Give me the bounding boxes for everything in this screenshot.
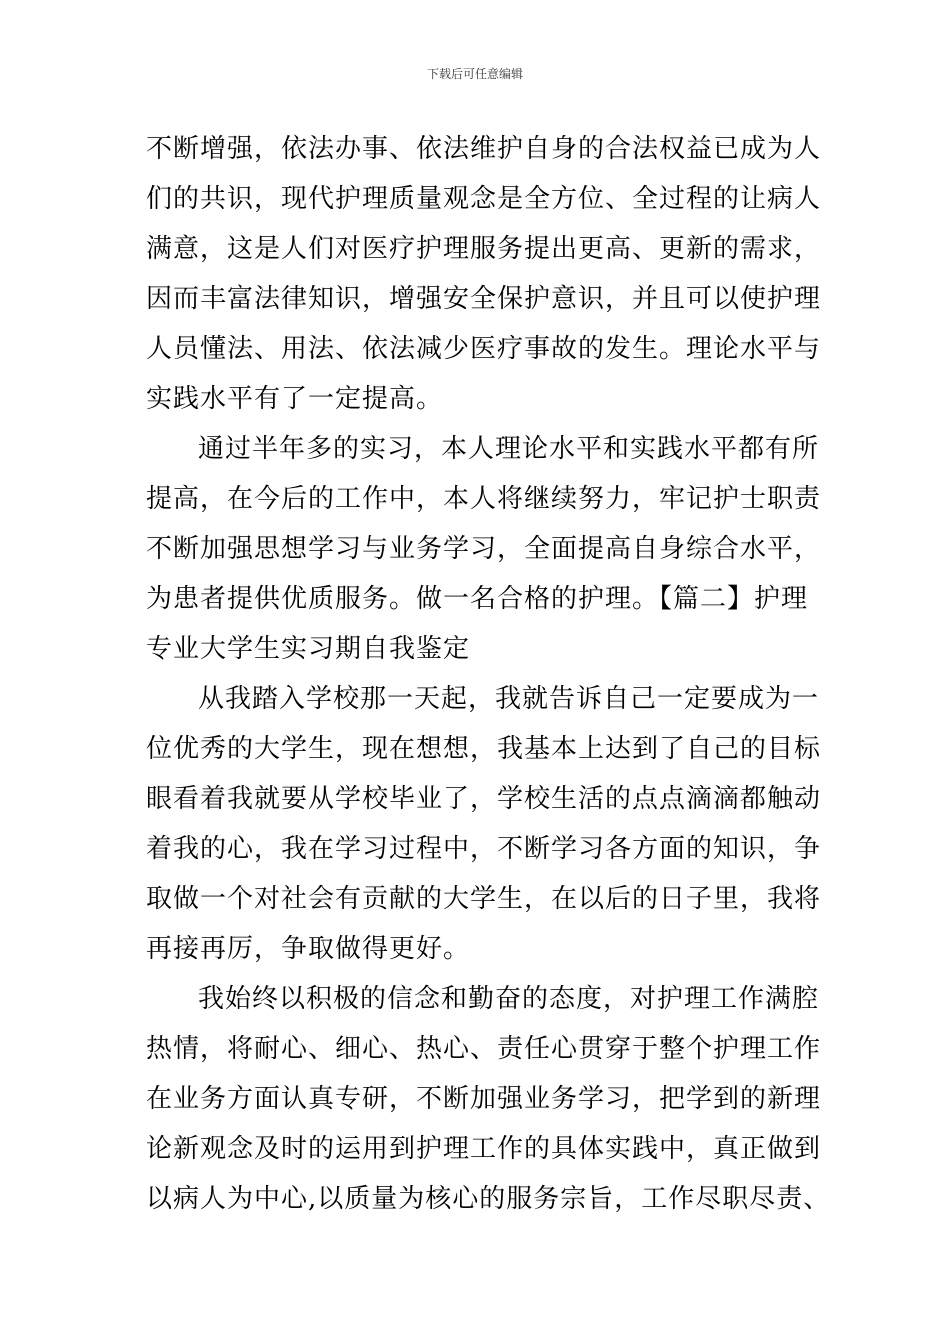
page-header: 下载后可任意编辑 xyxy=(426,67,523,81)
text-line: 再接再厉，争取做得更好。 xyxy=(146,934,471,964)
text-line: 从我踏入学校那一天起，我就告诉自己一定要成为一 xyxy=(198,684,820,714)
text-line: 们的共识，现代护理质量观念是全方位、全过程的让病人 xyxy=(146,184,822,214)
text-line: 实践水平有了一定提高。 xyxy=(146,384,444,414)
text-line: 通过半年多的实习，本人理论水平和实践水平都有所 xyxy=(198,434,820,464)
text-line: 我始终以积极的信念和勤奋的态度，对护理工作满腔 xyxy=(198,984,820,1014)
text-line: 人员懂法、用法、依法减少医疗事故的发生。理论水平与 xyxy=(146,334,822,364)
text-line: 着我的心，我在学习过程中，不断学习各方面的知识，争 xyxy=(146,834,822,864)
text-line: 眼看着我就要从学校毕业了，学校生活的点点滴滴都触动 xyxy=(146,784,822,814)
text-line: 因而丰富法律知识，增强安全保护意识，并且可以使护理 xyxy=(146,284,822,314)
text-line: 专业大学生实习期自我鉴定 xyxy=(146,634,471,664)
text-line: 为患者提供优质服务。做一名合格的护理。【篇二】护理 xyxy=(146,584,809,614)
text-line: 以病人为中心,以质量为核心的服务宗旨，工作尽职尽责、 xyxy=(146,1184,831,1214)
text-line: 不断增强，依法办事、依法维护自身的合法权益已成为人 xyxy=(146,134,822,164)
text-line: 热情，将耐心、细心、热心、责任心贯穿于整个护理工作 xyxy=(146,1034,822,1064)
text-line: 在业务方面认真专研，不断加强业务学习，把学到的新理 xyxy=(146,1084,822,1114)
text-line: 位优秀的大学生，现在想想，我基本上达到了自己的目标 xyxy=(146,734,822,764)
text-line: 提高，在今后的工作中，本人将继续努力，牢记护士职责 xyxy=(146,484,822,514)
text-line: 不断加强思想学习与业务学习，全面提高自身综合水平， xyxy=(146,534,822,564)
text-line: 论新观念及时的运用到护理工作的具体实践中，真正做到 xyxy=(146,1134,822,1164)
text-line: 取做一个对社会有贡献的大学生，在以后的日子里，我将 xyxy=(146,884,822,914)
text-line: 满意，这是人们对医疗护理服务提出更高、更新的需求， xyxy=(146,234,822,264)
